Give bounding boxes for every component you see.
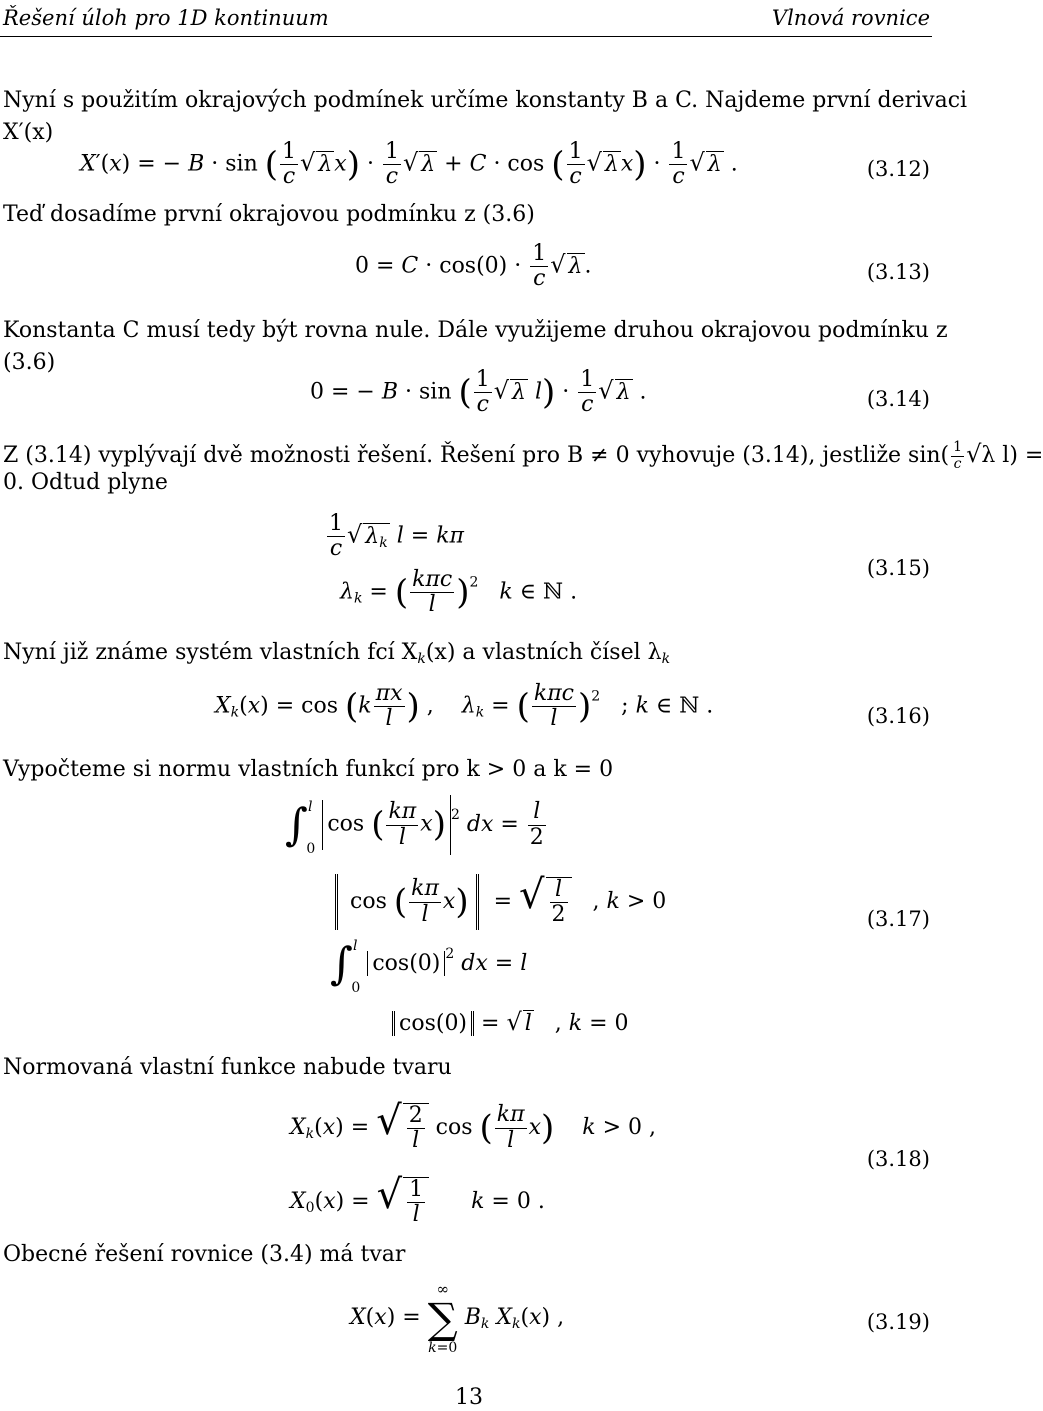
equation-3-13: 0 = C · cos(0) · $\frac{1}{c}$ √ λ. <box>355 241 592 292</box>
paragraph-1-line-2: X′(x) <box>3 120 54 145</box>
equation-3-18-line-2: $X_0(x)$ = √ $\frac{1}{l}$ k = 0 . <box>290 1172 545 1227</box>
paragraph-1-line-1: Nyní s použitím okrajových podmínek určíme konstanty B a C. Najdeme první derivaci <box>3 88 968 113</box>
paragraph-2: Teď dosadíme první okrajovou podmínku z (3.6) <box>3 202 535 227</box>
paragraph-5: Nyní již známe systém vlastních fcí $X_k(x)$ a vlastních čísel $\lambda_k$ <box>3 640 671 667</box>
equation-number-3-19: (3.19) <box>866 1310 930 1334</box>
equation-number-3-16: (3.16) <box>866 704 930 728</box>
paragraph-3-line-2: (3.6) <box>3 350 56 375</box>
paragraph-7: Normovaná vlastní funkce nabude tvaru <box>3 1055 452 1080</box>
equation-3-16: $X_k(x) = \cos (k$ $\frac{\pi x}{l}$ ) , $\lambda_k$ = ( $\frac{\text{kπc}}{l}$ )$^2$ ; k ∈ ℕ . <box>215 681 714 732</box>
equation-number-3-13: (3.13) <box>866 260 930 284</box>
equation-3-14: 0 = − B · sin ( $\frac{1}{c}$ √ λ l) · $\frac{1}{c}$ √ λ . <box>310 367 647 418</box>
header-left: Řešení úloh pro 1D kontinuum <box>3 6 329 30</box>
equation-3-17-line-4: cos(0) = √ l , k = 0 <box>392 1008 629 1036</box>
equation-3-17-line-2: cos ( $\frac{k\pi}{l}$ x) = √ $\frac{l}{2}$ , k > 0 <box>335 872 666 930</box>
header-rule <box>0 36 932 37</box>
equation-3-17-line-1: ∫$^l_0$ cos ( $\frac{k\pi}{l}$ x) $^2$ dx = $\frac{l}{2}$ <box>285 795 548 857</box>
paragraph-3-line-1: Konstanta C musí tedy být rovna nule. Dále využijeme druhou okrajovou podmínku z <box>3 318 948 343</box>
header-right: Vlnová rovnice <box>771 6 930 30</box>
paragraph-4-line-2: 0. Odtud plyne <box>3 470 168 495</box>
equation-3-12: X′(x) = − B · sin ( $\frac{1}{c}$ √ λx) · $\frac{1}{c}$ √ λ + C · cos ( $\frac{1}{c}$ √ λx) · $\frac{1}{c}$ √ λ . <box>80 139 738 190</box>
paragraph-5-text: Nyní již známe systém vlastních fcí X <box>3 640 418 665</box>
equation-number-3-15: (3.15) <box>866 556 930 580</box>
equation-3-17-line-3: ∫$^l_0$ cos(0) $^2$ dx = l <box>330 938 528 996</box>
equation-3-15-line-1: $\frac{1}{c}$ √ $\lambda_k$ l = kπ <box>329 511 464 562</box>
paragraph-8: Obecné řešení rovnice (3.4) má tvar <box>3 1242 406 1267</box>
equation-number-3-12: (3.12) <box>866 157 930 181</box>
paragraph-4-tail: λ l) = <box>981 443 1043 468</box>
paragraph-5-mid: (x) a vlastních čísel λ <box>425 640 662 665</box>
equation-3-18-line-1: $X_k(x)$ = √ $\frac{2}{l}$ cos ( $\frac{k\pi}{l}$ x) k > 0 , <box>290 1098 657 1153</box>
page-number: 13 <box>455 1385 483 1410</box>
paragraph-6: Vypočteme si normu vlastních funkcí pro k > 0 a k = 0 <box>3 757 614 782</box>
equation-number-3-18: (3.18) <box>866 1147 930 1171</box>
paragraph-4-line-1: Z (3.14) vyplývají dvě možnosti řešení. Řešení pro B ≠ 0 vyhovuje (3.14), jestliže sin( $\frac{1}{c}$ √λ l) = <box>3 439 1043 472</box>
equation-3-19: X(x) = ∞ ∑ k=0 $B_k$ $X_k(x)$ , <box>350 1280 565 1356</box>
equation-number-3-17: (3.17) <box>866 907 930 931</box>
equation-3-15-line-2: $\lambda_k$ = ( $\frac{\text{kπc}}{l}$ )$^2$ k ∈ ℕ . <box>340 567 578 618</box>
equation-number-3-14: (3.14) <box>866 387 930 411</box>
paragraph-4-text: Z (3.14) vyplývají dvě možnosti řešení. Řešení pro B ≠ 0 vyhovuje (3.14), jestliže sin( <box>3 443 950 468</box>
